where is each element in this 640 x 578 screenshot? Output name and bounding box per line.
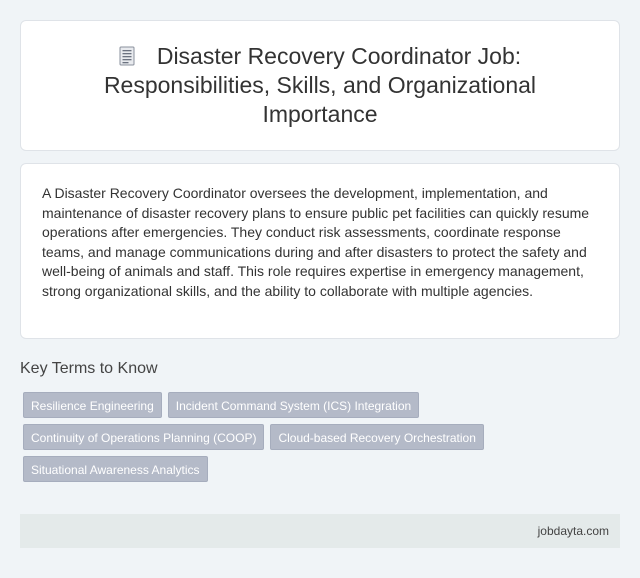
term-tag[interactable]: Cloud-based Recovery Orchestration	[270, 424, 483, 450]
description-card	[20, 163, 620, 339]
description-text: A Disaster Recovery Coordinator oversees the development, implementation, and maintenance of disaster recovery plans to ensure public pet facilities can quickly resume operations after emergencies. They conduct risk assessments, coordinate response teams, and manage communications during and after disasters to protect the safety and well-being of animals and staff. This role requires expertise in emergency management, strong organizational skills, and the ability to collaborate with multiple agencies.	[42, 185, 590, 299]
title-card	[20, 20, 620, 151]
key-terms-row	[23, 456, 620, 482]
key-terms-list	[20, 389, 620, 488]
key-terms-heading: Key Terms to Know	[20, 360, 158, 377]
page-title	[61, 42, 579, 129]
term-tag[interactable]: Resilience Engineering	[23, 392, 162, 418]
footer-site-link[interactable]: jobdayta.com	[537, 524, 609, 538]
key-terms-row	[23, 392, 620, 418]
term-tag[interactable]: Incident Command System (ICS) Integration	[168, 392, 419, 418]
document-icon	[119, 46, 135, 66]
page-title-text: Disaster Recovery Coordinator Job: Responsibilities, Skills, and Organizational Importance	[103, 43, 537, 127]
footer	[20, 514, 620, 548]
term-tag[interactable]: Continuity of Operations Planning (COOP)	[23, 424, 264, 450]
term-tag[interactable]: Situational Awareness Analytics	[23, 456, 208, 482]
key-terms-row	[23, 424, 620, 450]
